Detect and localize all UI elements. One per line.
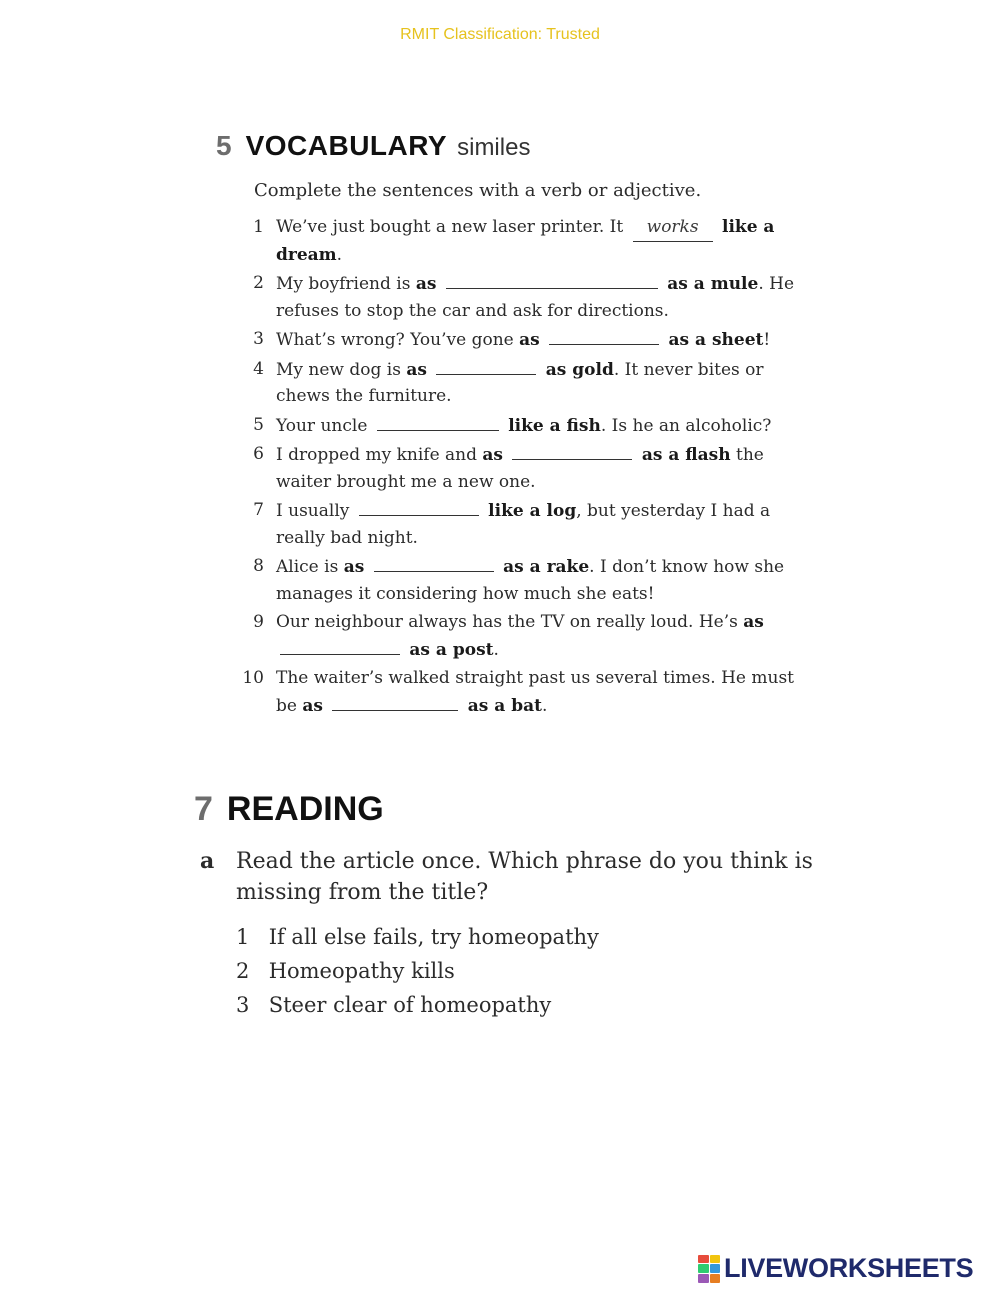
as-word: as: [302, 695, 323, 716]
item-text-end: .: [541, 695, 548, 716]
option-text: Steer clear of homeopathy: [268, 993, 552, 1017]
simile-phrase: as a mule: [667, 274, 759, 294]
section-title: READING: [226, 790, 384, 828]
item-number: 1: [253, 217, 264, 237]
exercise-item: [236, 412, 796, 440]
option-number: 2: [236, 959, 250, 983]
as-word: as: [406, 359, 427, 380]
as-word: as: [519, 330, 540, 350]
brand-name: LIVEWORKSHEETS: [724, 1253, 974, 1283]
simile-phrase: as a flash: [641, 445, 731, 465]
exercise-item: [236, 214, 796, 268]
section-subtitle: similes: [457, 134, 531, 161]
reading-heading: [194, 790, 384, 829]
exercise-item: [236, 270, 796, 324]
instruction: Complete the sentences with a verb or adjective.: [254, 180, 702, 201]
item-number: 9: [253, 612, 264, 632]
answer-field[interactable]: works: [633, 214, 713, 242]
item-number: 7: [253, 500, 264, 520]
item-text: Our neighbour always has the TV on really loud. He’s: [276, 612, 738, 632]
logo-square: [698, 1255, 709, 1264]
item-text-end: . He refuses to stop the car and ask for directions.: [276, 274, 795, 321]
answer-field[interactable]: [512, 441, 632, 460]
item-text-end: . Is he an alcoholic?: [600, 415, 772, 436]
simile-phrase: as a rake: [503, 557, 590, 577]
simile-phrase: as a bat: [467, 695, 542, 716]
reading-question: [200, 846, 820, 908]
item-number: 3: [253, 329, 264, 349]
simile-phrase: like a log: [488, 501, 577, 521]
exercise-item: [236, 665, 796, 719]
simile-phrase: as a sheet: [668, 330, 764, 350]
option-text: If all else fails, try homeopathy: [268, 925, 599, 949]
option-number: 3: [236, 993, 250, 1017]
item-text: Your uncle: [276, 415, 368, 436]
question-letter: a: [200, 848, 215, 874]
logo-square: [710, 1255, 721, 1264]
simile-phrase: as gold: [545, 359, 614, 380]
section-title: VOCABULARY: [245, 130, 448, 161]
item-text: I usually: [276, 501, 350, 521]
simile-phrase: like a fish: [508, 415, 601, 436]
classification-label: RMIT Classification: Trusted: [400, 26, 600, 43]
section-number: 5: [216, 130, 232, 161]
exercise-item: [236, 356, 796, 410]
option-list: [236, 920, 599, 1022]
simile-phrase: like a dream: [276, 217, 775, 265]
option-item[interactable]: [236, 920, 599, 954]
option-number: 1: [236, 925, 250, 949]
option-text: Homeopathy kills: [268, 959, 455, 983]
item-text: My boyfriend is: [276, 274, 411, 294]
item-text-end: !: [763, 330, 771, 350]
option-item[interactable]: [236, 954, 599, 988]
item-text-end: . It never bites or chews the furniture.: [276, 359, 764, 406]
option-item[interactable]: [236, 988, 599, 1022]
item-number: 2: [253, 273, 264, 293]
item-text-end: .: [336, 244, 343, 265]
item-number: 6: [253, 444, 264, 464]
item-text-end: the waiter brought me a new one.: [276, 445, 764, 492]
as-word: as: [343, 557, 365, 577]
item-text: I dropped my knife and: [276, 445, 478, 465]
answer-field[interactable]: [446, 270, 658, 289]
as-word: as: [415, 274, 437, 294]
answer-field[interactable]: [332, 692, 458, 711]
as-word: as: [743, 612, 764, 632]
item-text: The waiter’s walked straight past us several times. He must be: [276, 668, 795, 716]
liveworksheets-mark-icon: [698, 1255, 720, 1283]
item-text-end: .: [493, 639, 499, 660]
item-number: 10: [242, 668, 264, 688]
liveworksheets-logo: [698, 1253, 973, 1284]
answer-field[interactable]: [377, 412, 499, 431]
exercise-item: [236, 609, 796, 663]
item-number: 8: [253, 556, 264, 576]
item-text-end: , but yesterday I had a really bad night.: [276, 501, 771, 548]
exercise-list: [236, 214, 796, 721]
vocabulary-heading: [216, 130, 530, 162]
section-number: 7: [194, 790, 213, 828]
item-number: 5: [253, 414, 264, 435]
answer-field[interactable]: [374, 553, 494, 572]
exercise-item: [236, 441, 796, 495]
item-text: What’s wrong? You’ve gone: [276, 330, 514, 350]
item-text: We’ve just bought a new laser printer. It: [276, 217, 624, 237]
logo-square: [698, 1264, 709, 1273]
answer-field[interactable]: [280, 636, 400, 655]
answer-field[interactable]: [436, 356, 536, 375]
exercise-item: [236, 326, 796, 354]
logo-square: [698, 1274, 709, 1283]
question-text: Read the article once. Which phrase do you think is missing from the title?: [236, 849, 813, 905]
as-word: as: [482, 445, 504, 465]
logo-square: [710, 1274, 721, 1283]
logo-square: [710, 1264, 721, 1273]
exercise-item: [236, 497, 796, 551]
item-text: Alice is: [276, 557, 339, 577]
answer-field[interactable]: [359, 497, 479, 516]
exercise-item: [236, 553, 796, 607]
item-text: My new dog is: [276, 359, 401, 380]
item-text-end: . I don’t know how she manages it considering how much she eats!: [276, 557, 785, 604]
simile-phrase: as a post: [409, 639, 494, 660]
answer-field[interactable]: [549, 326, 659, 345]
item-number: 4: [253, 358, 264, 379]
